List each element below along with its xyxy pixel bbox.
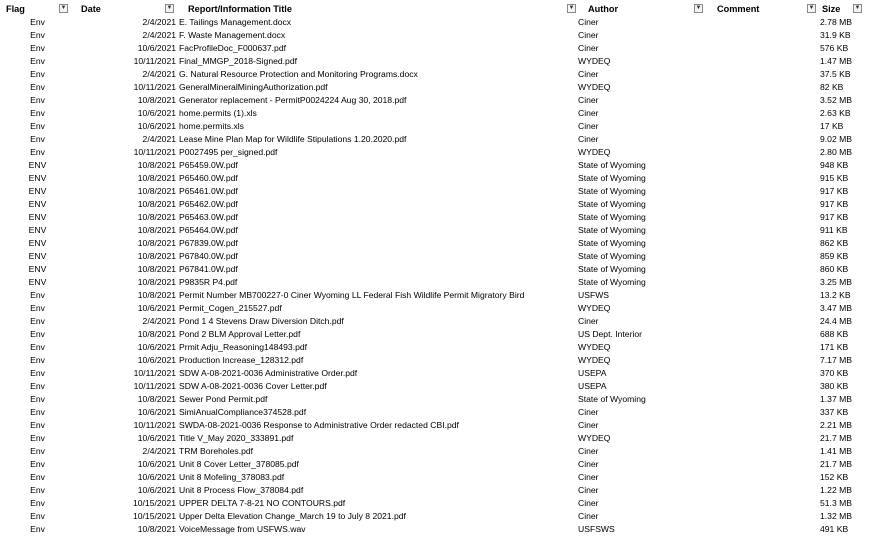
table-row[interactable] <box>0 432 869 445</box>
table-row[interactable] <box>0 354 869 367</box>
cell-flag[interactable]: Env <box>30 290 45 300</box>
cell-title[interactable]: P65464.0W.pdf <box>179 225 238 235</box>
cell-title[interactable]: Lease Mine Plan Map for Wildlife Stipulations 1.20.2020.pdf <box>179 134 407 144</box>
table-row[interactable] <box>0 341 869 354</box>
cell-date[interactable]: 2/4/2021 <box>142 69 176 79</box>
cell-size[interactable]: 860 KB <box>820 264 849 274</box>
cell-title[interactable]: Final_MMGP_2018-Signed.pdf <box>179 56 297 66</box>
chevron-down-icon: ▼ <box>854 5 861 11</box>
cell-flag[interactable]: Env <box>30 56 45 66</box>
table-row[interactable] <box>0 302 869 315</box>
cell-size[interactable]: 171 KB <box>820 342 849 352</box>
cell-size[interactable]: 370 KB <box>820 368 849 378</box>
cell-author[interactable]: Ciner <box>578 17 599 27</box>
table-row[interactable] <box>0 185 869 198</box>
date-filter-dropdown[interactable] <box>165 4 174 13</box>
cell-flag[interactable]: Env <box>30 368 45 378</box>
cell-flag[interactable]: Env <box>30 407 45 417</box>
chevron-down-icon: ▼ <box>808 5 815 11</box>
cell-title[interactable]: Pond 2 BLM Approval Letter.pdf <box>179 329 301 339</box>
cell-date[interactable]: 10/11/2021 <box>133 147 176 157</box>
cell-date[interactable]: 10/6/2021 <box>137 121 176 131</box>
table-row[interactable] <box>0 107 869 120</box>
table-row[interactable] <box>0 120 869 133</box>
table-row[interactable] <box>0 328 869 341</box>
cell-title[interactable]: P65461.0W.pdf <box>179 186 238 196</box>
cell-title[interactable]: GeneralMineralMiningAuthorization.pdf <box>179 82 328 92</box>
cell-author[interactable]: Ciner <box>578 121 599 131</box>
cell-title[interactable]: P67841.0W.pdf <box>179 264 238 274</box>
cell-title[interactable]: P65460.0W.pdf <box>179 173 238 183</box>
table-row[interactable] <box>0 510 869 523</box>
filter-active-icon: ▼ <box>60 5 67 11</box>
title-filter-dropdown[interactable] <box>567 4 576 13</box>
table-row[interactable] <box>0 406 869 419</box>
cell-size[interactable]: 82 KB <box>820 82 844 92</box>
cell-size[interactable]: 3.25 MB <box>820 277 853 287</box>
cell-size[interactable]: 2.21 MB <box>820 420 853 430</box>
cell-date[interactable]: 2/4/2021 <box>142 316 176 326</box>
table-row[interactable] <box>0 81 869 94</box>
cell-size[interactable]: 2.63 KB <box>820 108 851 118</box>
cell-title[interactable]: Title V_May 2020_333891.pdf <box>179 433 294 443</box>
cell-size[interactable]: 24.4 MB <box>820 316 853 326</box>
table-row[interactable] <box>0 289 869 302</box>
table-row[interactable] <box>0 55 869 68</box>
cell-size[interactable]: 17 KB <box>820 121 844 131</box>
cell-flag[interactable]: Env <box>30 30 45 40</box>
cell-date[interactable]: 10/6/2021 <box>137 485 176 495</box>
cell-flag[interactable]: Env <box>30 355 45 365</box>
table-body <box>0 16 869 536</box>
cell-title[interactable]: UPPER DELTA 7-8-21 NO CONTOURS.pdf <box>179 498 346 508</box>
table-row[interactable] <box>0 523 869 536</box>
cell-author[interactable]: WYDEQ <box>578 433 611 443</box>
cell-author[interactable]: State of Wyoming <box>578 394 646 404</box>
cell-size[interactable]: 3.52 MB <box>820 95 853 105</box>
table-row[interactable] <box>0 458 869 471</box>
cell-size[interactable]: 1.37 MB <box>820 394 853 404</box>
table-row[interactable] <box>0 29 869 42</box>
cell-size[interactable]: 688 KB <box>820 329 849 339</box>
cell-date[interactable]: 10/8/2021 <box>137 251 176 261</box>
cell-author[interactable]: Ciner <box>578 95 599 105</box>
table-row[interactable] <box>0 393 869 406</box>
cell-title[interactable]: TRM Boreholes.pdf <box>179 446 254 456</box>
cell-author[interactable]: State of Wyoming <box>578 264 646 274</box>
cell-size[interactable]: 491 KB <box>820 524 849 534</box>
cell-size[interactable]: 9.02 MB <box>820 134 853 144</box>
cell-date[interactable]: 10/8/2021 <box>137 524 176 534</box>
cell-size[interactable]: 21.7 MB <box>820 433 853 443</box>
table-row[interactable] <box>0 367 869 380</box>
cell-author[interactable]: Ciner <box>578 485 599 495</box>
cell-size[interactable]: 1.41 MB <box>820 446 853 456</box>
cell-date[interactable]: 10/6/2021 <box>137 407 176 417</box>
cell-author[interactable]: WYDEQ <box>578 56 611 66</box>
cell-title[interactable]: Unit 8 Process Flow_378084.pdf <box>179 485 304 495</box>
table-row[interactable] <box>0 471 869 484</box>
cell-title[interactable]: Sewer Pond Permit.pdf <box>179 394 268 404</box>
cell-date[interactable]: 10/6/2021 <box>137 108 176 118</box>
cell-author[interactable]: State of Wyoming <box>578 173 646 183</box>
cell-date[interactable]: 10/8/2021 <box>137 238 176 248</box>
cell-date[interactable]: 10/8/2021 <box>137 329 176 339</box>
cell-title[interactable]: Unit 8 Mofeling_378083.pdf <box>179 472 285 482</box>
cell-author[interactable]: Ciner <box>578 459 599 469</box>
cell-author[interactable]: Ciner <box>578 108 599 118</box>
cell-author[interactable]: Ciner <box>578 511 599 521</box>
cell-date[interactable]: 10/6/2021 <box>137 43 176 53</box>
cell-flag[interactable]: ENV <box>28 238 47 248</box>
cell-author[interactable]: WYDEQ <box>578 303 611 313</box>
cell-date[interactable]: 10/11/2021 <box>133 381 176 391</box>
header-row <box>0 0 869 16</box>
cell-title[interactable]: P65463.0W.pdf <box>179 212 238 222</box>
cell-author[interactable]: WYDEQ <box>578 147 611 157</box>
cell-size[interactable]: 1.32 MB <box>820 511 853 521</box>
table-row[interactable] <box>0 250 869 263</box>
cell-flag[interactable]: ENV <box>28 212 47 222</box>
cell-author[interactable]: US Dept. Interior <box>578 329 642 339</box>
cell-size[interactable]: 152 KB <box>820 472 849 482</box>
cell-size[interactable]: 3.47 MB <box>820 303 853 313</box>
cell-flag[interactable]: Env <box>30 121 45 131</box>
cell-date[interactable]: 10/6/2021 <box>137 303 176 313</box>
cell-title[interactable]: SDW A-08-2021-0036 Administrative Order.pdf <box>179 368 358 378</box>
table-row[interactable] <box>0 276 869 289</box>
cell-author[interactable]: State of Wyoming <box>578 199 646 209</box>
table-row[interactable] <box>0 68 869 81</box>
cell-author[interactable]: State of Wyoming <box>578 238 646 248</box>
cell-size[interactable]: 7.17 MB <box>820 355 853 365</box>
cell-title[interactable]: E. Tailings Management.docx <box>179 17 292 27</box>
cell-author[interactable]: State of Wyoming <box>578 225 646 235</box>
table-row[interactable] <box>0 211 869 224</box>
cell-author[interactable]: State of Wyoming <box>578 160 646 170</box>
cell-date[interactable]: 10/15/2021 <box>132 511 176 521</box>
table-row[interactable] <box>0 172 869 185</box>
cell-date[interactable]: 10/8/2021 <box>137 173 176 183</box>
size-filter-dropdown[interactable] <box>853 4 862 13</box>
table-row[interactable] <box>0 224 869 237</box>
table-row[interactable] <box>0 94 869 107</box>
cell-title[interactable]: SimiAnualCompliance374528.pdf <box>179 407 307 417</box>
cell-author[interactable]: USEPA <box>578 381 607 391</box>
author-filter-dropdown[interactable] <box>694 4 703 13</box>
cell-author[interactable]: State of Wyoming <box>578 277 646 287</box>
cell-date[interactable]: 10/8/2021 <box>137 277 176 287</box>
cell-flag[interactable]: Env <box>30 394 45 404</box>
cell-size[interactable]: 859 KB <box>820 251 849 261</box>
cell-flag[interactable]: Env <box>30 17 45 27</box>
cell-author[interactable]: Ciner <box>578 30 599 40</box>
cell-flag[interactable]: Env <box>30 524 45 534</box>
cell-date[interactable]: 10/8/2021 <box>137 290 176 300</box>
cell-date[interactable]: 10/8/2021 <box>137 95 176 105</box>
cell-title[interactable]: Unit 8 Cover Letter_378085.pdf <box>179 459 299 469</box>
cell-size[interactable]: 915 KB <box>820 173 849 183</box>
cell-title[interactable]: Upper Delta Elevation Change_March 19 to July 8 2021.pdf <box>179 511 406 521</box>
cell-flag[interactable]: Env <box>30 147 45 157</box>
cell-size[interactable]: 380 KB <box>820 381 849 391</box>
cell-author[interactable]: WYDEQ <box>578 82 611 92</box>
header-size: Size <box>822 4 841 14</box>
cell-size[interactable]: 51.3 MB <box>820 498 853 508</box>
cell-title[interactable]: home.permits.xls <box>179 121 244 131</box>
cell-date[interactable]: 10/8/2021 <box>137 199 176 209</box>
cell-flag[interactable]: ENV <box>28 277 47 287</box>
cell-author[interactable]: State of Wyoming <box>578 212 646 222</box>
cell-flag[interactable]: Env <box>30 485 45 495</box>
cell-title[interactable]: P67839.0W.pdf <box>179 238 238 248</box>
cell-date[interactable]: 10/11/2021 <box>133 56 176 66</box>
cell-date[interactable]: 10/6/2021 <box>137 459 176 469</box>
cell-flag[interactable]: ENV <box>28 251 47 261</box>
table-row[interactable] <box>0 484 869 497</box>
cell-title[interactable]: SDW A-08-2021-0036 Cover Letter.pdf <box>179 381 327 391</box>
cell-size[interactable]: 2.78 MB <box>820 17 853 27</box>
cell-size[interactable]: 37.5 KB <box>820 69 851 79</box>
cell-title[interactable]: Generator replacement - PermitP0024224 Aug 30, 2018.pdf <box>179 95 407 105</box>
cell-title[interactable]: Prmit Adju_Reasoning148493.pdf <box>179 342 308 352</box>
cell-author[interactable]: Ciner <box>578 316 599 326</box>
cell-author[interactable]: USEPA <box>578 368 607 378</box>
cell-author[interactable]: WYDEQ <box>578 355 611 365</box>
cell-author[interactable]: USFSWS <box>578 524 615 534</box>
header-comment: Comment <box>717 4 760 14</box>
cell-title[interactable]: P9835R P4.pdf <box>179 277 238 287</box>
header-author: Author <box>588 4 619 14</box>
cell-size[interactable]: 1.47 MB <box>820 56 853 66</box>
table-row[interactable] <box>0 445 869 458</box>
cell-flag[interactable]: Env <box>30 316 45 326</box>
cell-title[interactable]: FacProfileDoc_F000637.pdf <box>179 43 287 53</box>
cell-date[interactable]: 2/4/2021 <box>142 17 176 27</box>
cell-flag[interactable]: Env <box>30 381 45 391</box>
cell-title[interactable]: Permit_Cogen_215527.pdf <box>179 303 282 313</box>
cell-flag[interactable]: Env <box>30 472 45 482</box>
cell-title[interactable]: G. Natural Resource Protection and Monitoring Programs.docx <box>179 69 418 79</box>
cell-size[interactable]: 21.7 MB <box>820 459 853 469</box>
table-row[interactable] <box>0 315 869 328</box>
cell-author[interactable]: Ciner <box>578 43 599 53</box>
cell-date[interactable]: 2/4/2021 <box>142 446 176 456</box>
cell-flag[interactable]: Env <box>30 95 45 105</box>
cell-title[interactable]: P65462.0W.pdf <box>179 199 238 209</box>
cell-title[interactable]: P67840.0W.pdf <box>179 251 238 261</box>
cell-flag[interactable]: Env <box>30 433 45 443</box>
cell-date[interactable]: 2/4/2021 <box>142 134 176 144</box>
cell-date[interactable]: 10/8/2021 <box>137 212 176 222</box>
cell-author[interactable]: Ciner <box>578 446 599 456</box>
table-row[interactable] <box>0 497 869 510</box>
cell-flag[interactable]: Env <box>30 134 45 144</box>
cell-author[interactable]: Ciner <box>578 420 599 430</box>
cell-size[interactable]: 1.22 MB <box>820 485 853 495</box>
cell-flag[interactable]: ENV <box>28 199 47 209</box>
table-row[interactable] <box>0 16 869 29</box>
cell-author[interactable]: State of Wyoming <box>578 251 646 261</box>
table-row[interactable] <box>0 198 869 211</box>
cell-size[interactable]: 576 KB <box>820 43 849 53</box>
flag-filter-dropdown[interactable] <box>59 4 68 13</box>
cell-author[interactable]: Ciner <box>578 69 599 79</box>
cell-size[interactable]: 911 KB <box>820 225 848 235</box>
cell-date[interactable]: 10/8/2021 <box>137 186 176 196</box>
cell-date[interactable]: 10/6/2021 <box>137 355 176 365</box>
cell-date[interactable]: 10/8/2021 <box>137 225 176 235</box>
cell-date[interactable]: 10/8/2021 <box>137 264 176 274</box>
cell-flag[interactable]: Env <box>30 342 45 352</box>
cell-flag[interactable]: Env <box>30 108 45 118</box>
cell-size[interactable]: 917 KB <box>820 212 849 222</box>
table-row[interactable] <box>0 263 869 276</box>
cell-date[interactable]: 10/8/2021 <box>137 394 176 404</box>
cell-size[interactable]: 337 KB <box>820 407 849 417</box>
cell-flag[interactable]: ENV <box>28 225 47 235</box>
cell-flag[interactable]: Env <box>30 69 45 79</box>
table-row[interactable] <box>0 42 869 55</box>
cell-size[interactable]: 917 KB <box>820 186 849 196</box>
table-row[interactable] <box>0 237 869 250</box>
cell-flag[interactable]: Env <box>30 459 45 469</box>
cell-flag[interactable]: ENV <box>28 173 47 183</box>
cell-flag[interactable]: Env <box>30 303 45 313</box>
cell-date[interactable]: 10/11/2021 <box>133 368 176 378</box>
cell-title[interactable]: F. Waste Management.docx <box>179 30 286 40</box>
cell-flag[interactable]: Env <box>30 329 45 339</box>
cell-author[interactable]: USFWS <box>578 290 610 300</box>
table-row[interactable] <box>0 419 869 432</box>
cell-size[interactable]: 917 KB <box>820 199 849 209</box>
cell-title[interactable]: P65459.0W.pdf <box>179 160 238 170</box>
cell-flag[interactable]: ENV <box>28 160 47 170</box>
cell-date[interactable]: 10/15/2021 <box>132 498 176 508</box>
cell-flag[interactable]: Env <box>30 511 45 521</box>
header-title: Report/Information Title <box>188 4 292 14</box>
header-date: Date <box>81 4 101 14</box>
cell-author[interactable]: Ciner <box>578 134 599 144</box>
chevron-down-icon: ▼ <box>166 5 173 11</box>
cell-title[interactable]: Production Increase_128312.pdf <box>179 355 304 365</box>
table-row[interactable] <box>0 133 869 146</box>
cell-title[interactable]: VoiceMessage from USFWS.wav <box>179 524 306 534</box>
cell-size[interactable]: 31.9 KB <box>820 30 851 40</box>
cell-title[interactable]: Pond 1 4 Stevens Draw Diversion Ditch.pdf <box>179 316 344 326</box>
cell-date[interactable]: 10/8/2021 <box>137 160 176 170</box>
cell-title[interactable]: SWDA-08-2021-0036 Response to Administrative Order redacted CBI.pdf <box>179 420 459 430</box>
comment-filter-dropdown[interactable] <box>807 4 816 13</box>
cell-date[interactable]: 10/11/2021 <box>133 82 176 92</box>
cell-size[interactable]: 948 KB <box>820 160 849 170</box>
cell-date[interactable]: 10/6/2021 <box>137 472 176 482</box>
table-row[interactable] <box>0 380 869 393</box>
chevron-down-icon: ▼ <box>568 5 575 11</box>
cell-size[interactable]: 2.80 MB <box>820 147 853 157</box>
chevron-down-icon: ▼ <box>695 5 702 11</box>
cell-date[interactable]: 10/6/2021 <box>137 433 176 443</box>
cell-author[interactable]: State of Wyoming <box>578 186 646 196</box>
cell-size[interactable]: 862 KB <box>820 238 849 248</box>
cell-title[interactable]: P0027495 per_signed.pdf <box>179 147 278 157</box>
header-flag: Flag <box>6 4 25 14</box>
cell-flag[interactable]: Env <box>30 82 45 92</box>
cell-flag[interactable]: Env <box>30 420 45 430</box>
cell-author[interactable]: Ciner <box>578 498 599 508</box>
cell-title[interactable]: home.permits (1).xls <box>179 108 257 118</box>
cell-flag[interactable]: ENV <box>28 264 47 274</box>
table-row[interactable] <box>0 146 869 159</box>
cell-date[interactable]: 2/4/2021 <box>142 30 176 40</box>
cell-author[interactable]: WYDEQ <box>578 342 611 352</box>
cell-flag[interactable]: ENV <box>28 186 47 196</box>
cell-title[interactable]: Permit Number MB700227-0 Ciner Wyoming LL Federal Fish Wildlife Permit Migratory Bird <box>179 290 525 300</box>
cell-flag[interactable]: Env <box>30 446 45 456</box>
table-row[interactable] <box>0 159 869 172</box>
cell-flag[interactable]: Env <box>30 43 45 53</box>
cell-date[interactable]: 10/11/2021 <box>133 420 176 430</box>
cell-size[interactable]: 13.2 KB <box>820 290 851 300</box>
cell-author[interactable]: Ciner <box>578 407 599 417</box>
cell-flag[interactable]: Env <box>30 498 45 508</box>
cell-date[interactable]: 10/6/2021 <box>137 342 176 352</box>
cell-author[interactable]: Ciner <box>578 472 599 482</box>
